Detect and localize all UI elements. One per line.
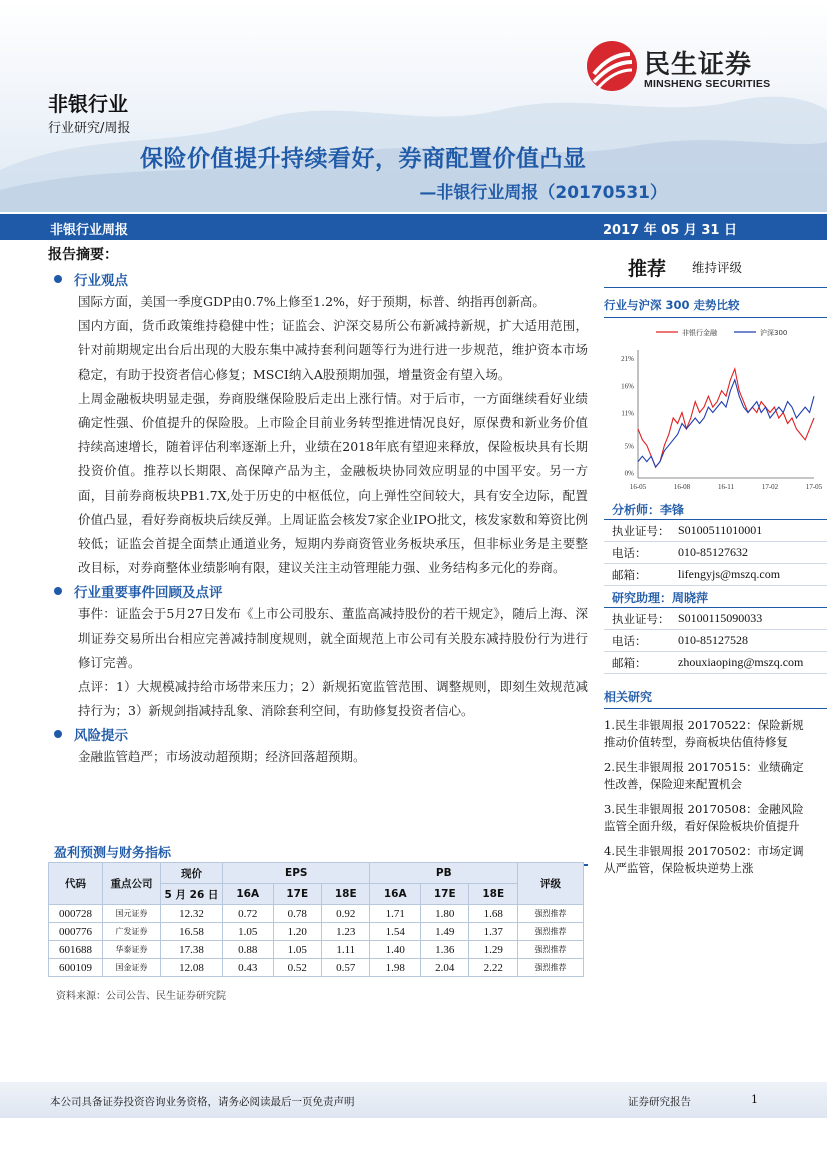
info-label: 邮箱： <box>612 567 647 582</box>
cell-code: 000728 <box>49 905 103 923</box>
col-pb: PB <box>370 863 518 884</box>
cell-eps16: 0.43 <box>223 959 274 977</box>
page-number: 1 <box>751 1093 758 1106</box>
table-row <box>49 905 584 923</box>
abstract-column <box>48 244 588 770</box>
bullet-icon <box>54 587 62 595</box>
cell-pb18: 1.29 <box>469 941 518 959</box>
assistant-info-row <box>604 652 827 674</box>
cell-eps17: 1.20 <box>273 923 321 941</box>
section-heading <box>48 268 588 290</box>
cell-pb17: 1.36 <box>421 941 469 959</box>
cell-eps17: 0.52 <box>273 959 321 977</box>
report-title: 保险价值提升持续看好，券商配置价值凸显 <box>140 146 587 172</box>
footer-disclaimer[interactable]: 本公司具备证券投资咨询业务资格，请务必阅读最后一页免责声明 <box>50 1096 355 1108</box>
x-tick-label: 16-08 <box>673 483 691 491</box>
cell-pb16: 1.71 <box>370 905 421 923</box>
rating-sub: 维持评级 <box>692 260 743 275</box>
cell-code: 000776 <box>49 923 103 941</box>
paragraph: 国内方面，货币政策维持稳健中性；证监会、沪深交易所公布新减持新规，扩大适用范围，针对前期规定出台后出现的大股东集中减持套利问题等行为进行进一步规范，维护资本市场稳定，有助于投资者信心修复；MSCI纳入A股预期加强，增量资金有望入场。 <box>78 318 588 382</box>
info-label: 执业证号： <box>612 611 670 626</box>
cell-eps16: 0.88 <box>223 941 274 959</box>
cell-price: 16.58 <box>161 923 223 941</box>
col-date: 5 月 26 日 <box>161 884 223 905</box>
cell-company: 华泰证券 <box>103 941 161 959</box>
abstract-title: 报告摘要： <box>48 247 118 263</box>
analyst-info-row <box>604 542 827 564</box>
col-eps-17e: 17E <box>273 884 321 905</box>
legend-label: 非银行金融 <box>682 329 717 337</box>
email-link[interactable]: lifengyjs@mszq.com <box>678 567 781 581</box>
info-label: 邮箱： <box>612 655 647 670</box>
info-value: S0100511010001 <box>678 523 763 537</box>
info-value: 010-85127528 <box>678 633 748 647</box>
y-tick-label: 21% <box>621 355 634 363</box>
info-value: 010-85127632 <box>678 545 748 559</box>
bullet-icon <box>54 275 62 283</box>
cell-company: 国元证券 <box>103 905 161 923</box>
logo-en-text: MINSHENG SECURITIES <box>644 78 771 90</box>
analyst-heading: 分析师：李锋 <box>604 498 827 520</box>
cell-price: 12.32 <box>161 905 223 923</box>
report-subtitle: —非银行业周报（20170531） <box>419 183 667 203</box>
band-report-type: 非银行业周报 <box>50 223 129 238</box>
cell-eps16: 1.05 <box>223 923 274 941</box>
y-tick-label: 0% <box>624 469 634 478</box>
cell-price: 17.38 <box>161 941 223 959</box>
section-label: 行业观点 <box>74 273 128 289</box>
info-label: 执业证号： <box>612 523 670 538</box>
x-tick-label: 17-02 <box>761 483 779 491</box>
cell-rating: 强烈推荐 <box>518 923 584 941</box>
cell-company: 国金证券 <box>103 959 161 977</box>
cell-price: 12.08 <box>161 959 223 977</box>
related-research-item[interactable]: 3.民生非银周报 20170508：金融风险监管全面升级，看好保险板块价值提升 <box>604 802 804 833</box>
info-value: S0100115090033 <box>678 611 763 625</box>
paragraph: 国际方面，美国一季度GDP由0.7%上修至1.2%，好于预期，标普、纳指再创新高。 <box>78 294 545 309</box>
col-pb-17e: 17E <box>421 884 469 905</box>
email-link[interactable]: zhouxiaoping@mszq.com <box>678 655 804 669</box>
cell-eps18: 1.11 <box>322 941 370 959</box>
brand-logo <box>586 40 806 100</box>
cell-pb17: 2.04 <box>421 959 469 977</box>
col-pb-16a: 16A <box>370 884 421 905</box>
related-research-item[interactable]: 1.民生非银周报 20170522：保险新规推动价值转型，券商板块估值待修复 <box>604 718 804 749</box>
related-research-item[interactable]: 2.民生非银周报 20170515：业绩确定性改善，保险迎来配置机会 <box>604 760 804 791</box>
cell-pb18: 2.22 <box>469 959 518 977</box>
cell-code: 601688 <box>49 941 103 959</box>
col-pb-18e: 18E <box>469 884 518 905</box>
cell-rating: 强烈推荐 <box>518 959 584 977</box>
section-heading <box>48 580 588 602</box>
footer-report-type: 证券研究报告 <box>628 1096 691 1108</box>
cell-eps16: 0.72 <box>223 905 274 923</box>
cell-pb16: 1.98 <box>370 959 421 977</box>
table-row <box>49 923 584 941</box>
info-label: 电话： <box>612 545 647 560</box>
paragraph: 上周金融板块明显走强，券商股继保险股后走出上涨行情。对于后市，一方面继续看好业绩确定性强、价值提升的保险股。上市险企目前业务转型推进情况良好，原保费和新业务价值持续高速增长，随着评估利率逐渐上升，业绩在2018年底有望迎来释放，保险板块具有长期投资价值。推荐以长期限、高保障产品为主，金融板块协同效应明显的中国平安。另一方面，目前券商板块PB1.7X,处于历史的中枢低位，向上弹性空间较大，具有安全边际，配置价值凸显，看好券商板块后续反弹。上周证监会核发7家企业IPO批文，核发家数和筹资比例较低；证监会首提全面禁止通道业务，短期内券商资管业务板块承压，但非标业务是主要整改目标，对券商整体业绩影响有限，建议关注主动管理能力强、业务结构多元化的券商。 <box>78 390 588 576</box>
sidebar-column <box>604 244 827 877</box>
col-eps-18e: 18E <box>322 884 370 905</box>
paragraph: 事件：证监会于5月27日发布《上市公司股东、董监高减持股份的若干规定》，随后上海、深圳证券交易所出台相应完善减持制度规则，就全面规范上市公司有关股东减持股份行为进行修订完善。 <box>78 606 588 670</box>
cell-eps17: 1.05 <box>273 941 321 959</box>
cell-rating: 强烈推荐 <box>518 941 584 959</box>
related-research-heading: 相关研究 <box>604 688 827 709</box>
cell-rating: 强烈推荐 <box>518 905 584 923</box>
price-chart <box>604 318 827 498</box>
col-eps: EPS <box>223 863 370 884</box>
cell-pb16: 1.40 <box>370 941 421 959</box>
cell-eps18: 0.92 <box>322 905 370 923</box>
analyst-info-row <box>604 564 827 586</box>
info-label: 电话： <box>612 633 647 648</box>
bullet-icon <box>54 730 62 738</box>
col-eps-16a: 16A <box>223 884 274 905</box>
cell-company: 广发证券 <box>103 923 161 941</box>
cell-pb16: 1.54 <box>370 923 421 941</box>
col-price: 现价 <box>161 863 223 884</box>
chart-svg <box>604 318 827 498</box>
col-rating: 评级 <box>518 863 584 905</box>
section-heading <box>48 723 588 745</box>
y-tick-label: 5% <box>624 442 634 451</box>
logo-cn-text: 民生证券 <box>644 50 753 80</box>
cell-eps18: 1.23 <box>322 923 370 941</box>
section-label: 风险提示 <box>74 728 128 745</box>
minsheng-logo-icon <box>586 40 638 92</box>
rating-label: 推荐 <box>628 258 667 280</box>
cell-eps17: 0.78 <box>273 905 321 923</box>
x-tick-label: 17-05 <box>805 483 823 491</box>
assistant-info-row <box>604 608 827 630</box>
table-row <box>49 941 584 959</box>
series-line <box>638 369 814 467</box>
col-company: 重点公司 <box>103 863 161 905</box>
col-code: 代码 <box>49 863 103 905</box>
table-title: 盈利预测与财务指标 <box>48 842 588 866</box>
cell-pb18: 1.37 <box>469 923 518 941</box>
y-tick-label: 16% <box>621 382 634 391</box>
x-tick-label: 16-11 <box>717 483 735 491</box>
band-date: 2017 年 05 月 31 日 <box>603 223 737 238</box>
cell-pb18: 1.68 <box>469 905 518 923</box>
assistant-info-row <box>604 630 827 652</box>
legend-label: 沪深300 <box>760 329 788 337</box>
cell-code: 600109 <box>49 959 103 977</box>
y-tick-label: 11% <box>621 409 634 418</box>
cell-eps18: 0.57 <box>322 959 370 977</box>
table-source: 资料来源：公司公告、民生证券研究院 <box>56 991 226 1002</box>
x-tick-label: 16-05 <box>629 483 647 491</box>
sub-industry-label: 行业研究/周报 <box>48 121 131 136</box>
assistant-heading: 研究助理：周晓萍 <box>604 586 827 608</box>
paragraph: 点评：1）大规模减持给市场带来压力；2）新规拓宽监管范围、调整规则，即刻生效规范减持行为；3）新规剑指减持乱象、消除套利空间，有助修复投资者信心。 <box>78 679 588 719</box>
financial-table <box>48 862 584 977</box>
industry-label: 非银行业 <box>48 92 128 116</box>
section-label: 行业重要事件回顾及点评 <box>74 585 223 602</box>
table-row <box>49 959 584 977</box>
cell-pb17: 1.49 <box>421 923 469 941</box>
chart-title: 行业与沪深 300 走势比较 <box>604 297 827 318</box>
cell-pb17: 1.80 <box>421 905 469 923</box>
analyst-info-row <box>604 520 827 542</box>
rating-box <box>604 244 827 288</box>
related-research-item[interactable]: 4.民生非银周报 20170502：市场定调从严监管，保险板块逆势上涨 <box>604 844 804 875</box>
paragraph: 金融监管趋严；市场波动超预期；经济回落超预期。 <box>78 749 366 765</box>
